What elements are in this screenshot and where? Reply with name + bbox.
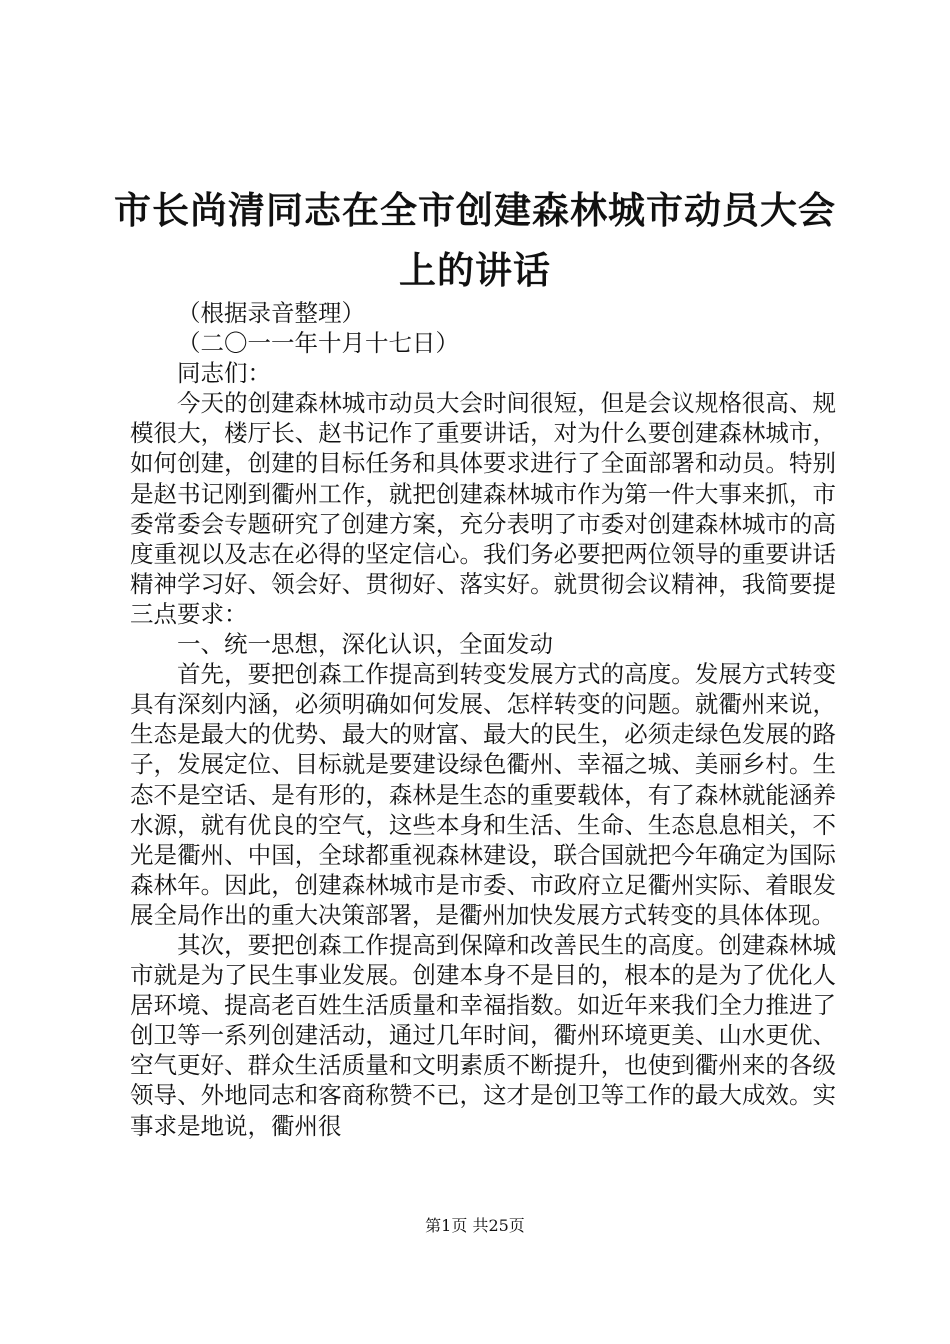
page-footer: 第1页 共25页 <box>425 1216 525 1235</box>
paragraph-first-point: 首先，要把创森工作提高到转变发展方式的高度。发展方式转变具有深刻内涵，必须明确如何发展、怎样转变的问题。就衢州来说，生态是最大的优势、最大的财富、最大的民生，必须走绿色发展的路子，发展定位、目标就是要建设绿色衢州、幸福之城、美丽乡村。生态不是空话、是有形的，森林是生态的重要载体，有了森林就能涵养水源，就有优良的空气，这些本身和生活、生命、生态息息相关，不光是衢州、中国，全球都重视森林建设，联合国就把今年确定为国际森林年。因此，创建森林城市是市委、市政府立足衢州实际、着眼发展全局作出的重大决策部署，是衢州加快发展方式转变的具体体现。 <box>130 660 836 929</box>
paragraph-intro: 今天的创建森林城市动员大会时间很短，但是会议规格很高、规模很大，楼厅长、赵书记作了重要讲话，对为什么要创建森林城市，如何创建，创建的目标任务和具体要求进行了全面部署和动员。特别是赵书记刚到衢州工作，就把创建森林城市作为第一件大事来抓，市委常委会专题研究了创建方案，充分表明了市委对创建森林城市的高度重视以及志在必得的坚定信心。我们务必要把两位领导的重要讲话精神学习好、领会好、贯彻好、落实好。就贯彻会议精神，我简要提三点要求： <box>130 389 836 628</box>
source-note: （根据录音整理） <box>177 299 365 327</box>
section-heading-1: 一、统一思想，深化认识，全面发动 <box>177 630 553 659</box>
salutation: 同志们： <box>177 359 271 388</box>
page-title: 市长尚清同志在全市创建森林城市动员大会上的讲话 <box>114 188 836 292</box>
paragraph-second-point: 其次，要把创森工作提高到保障和改善民生的高度。创建森林城市就是为了民生事业发展。创建本身不是目的，根本的是为了优化人居环境、提高老百姓生活质量和幸福指数。如近年来我们全力推进了创卫等一系列创建活动，通过几年时间，衢州环境更美、山水更优、空气更好、群众生活质量和文明素质不断提升，也使到衢州来的各级领导、外地同志和客商称赞不已，这才是创卫等工作的最大成效。实事求是地说，衢州很 <box>130 930 836 1140</box>
document-body <box>130 298 836 1141</box>
speech-date: （二〇一一年十月十七日） <box>177 329 459 358</box>
